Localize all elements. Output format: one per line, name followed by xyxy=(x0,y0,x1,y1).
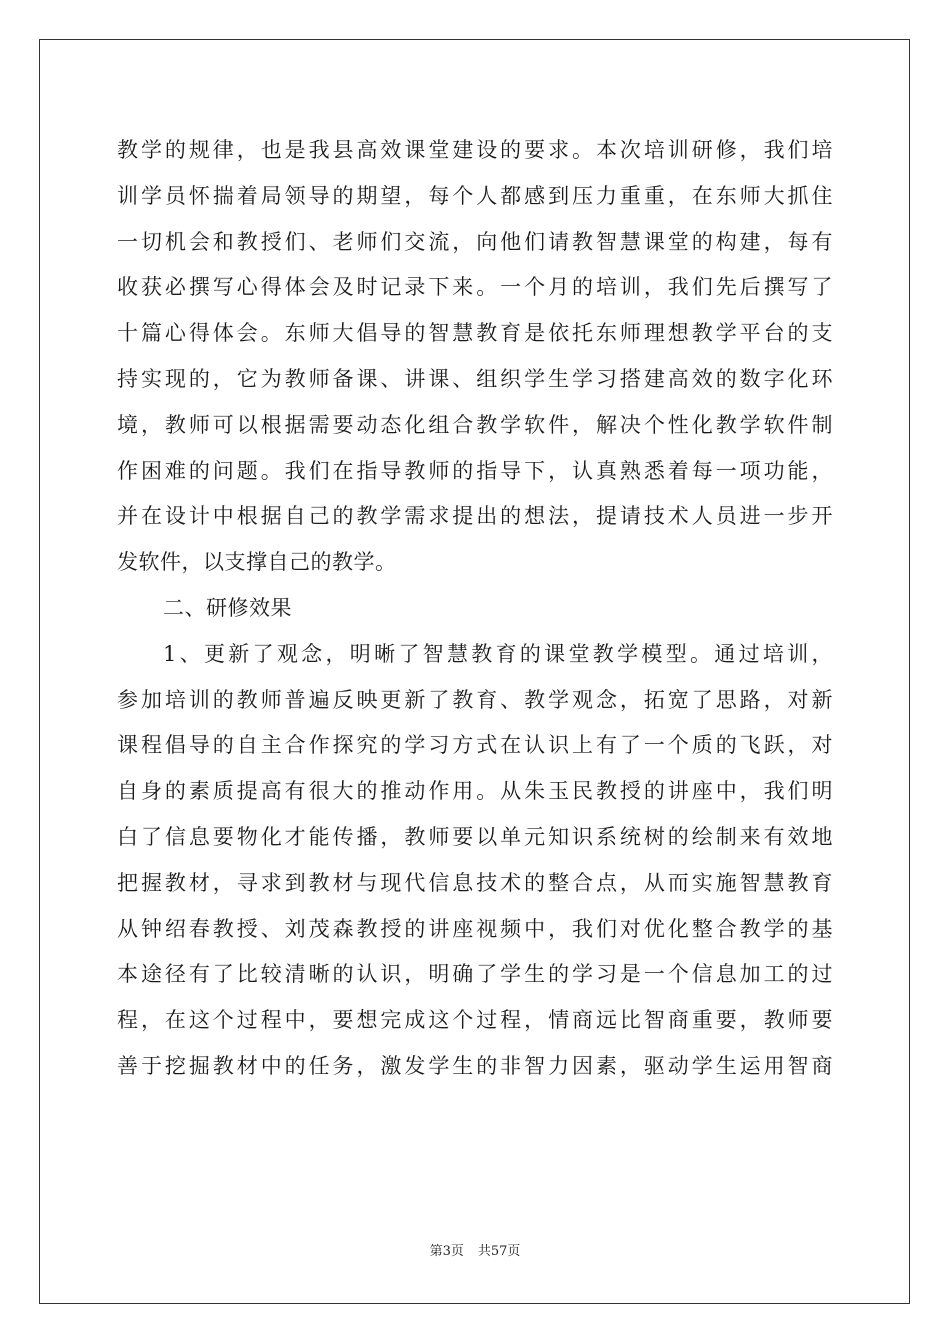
text-line: 从钟绍春教授、刘茂森教授的讲座视频中，我们对优化整合教学的基 xyxy=(117,916,833,941)
text-line: 一切机会和教授们、老师们交流，向他们请教智慧课堂的构建，每有 xyxy=(117,229,833,254)
text-line: 教学的规律，也是我县高效课堂建设的要求。本次培训研修，我们培 xyxy=(117,138,833,162)
page-total: 共57页 xyxy=(477,1244,521,1259)
text-line: 二、研修效果 xyxy=(163,595,292,620)
page-footer xyxy=(0,1240,950,1259)
text-line: 程，在这个过程中，要想完成这个过程，情商远比智商重要，教师要 xyxy=(117,1008,833,1033)
text-line: 白了信息要物化才能传播，教师要以单元知识系统树的绘制来有效地 xyxy=(117,824,833,849)
text-line: 训学员怀揣着局领导的期望，每个人都感到压力重重，在东师大抓住 xyxy=(117,183,833,208)
text-line: 收获必撰写心得体会及时记录下来。一个月的培训，我们先后撰写了 xyxy=(117,275,833,300)
text-line: 善于挖掘教材中的任务，激发学生的非智力因素，驱动学生运用智商 xyxy=(117,1053,833,1078)
text-line: 本途径有了比较清晰的认识，明确了学生的学习是一个信息加工的过 xyxy=(117,962,833,987)
text-line: 十篇心得体会。东师大倡导的智慧教育是依托东师理想教学平台的支 xyxy=(117,321,833,346)
text-line: 把握教材，寻求到教材与现代信息技术的整合点，从而实施智慧教育 xyxy=(117,870,833,895)
text-line: 自身的素质提高有很大的推动作用。从朱玉民教授的讲座中，我们明 xyxy=(117,779,833,804)
document-body xyxy=(117,128,833,1090)
text-line: 发软件，以支撑自己的教学。 xyxy=(117,550,397,575)
text-line: 作困难的问题。我们在指导教师的指导下，认真熟悉着每一项功能， xyxy=(117,458,833,483)
text-line: 境，教师可以根据需要动态化组合教学软件，解决个性化教学软件制 xyxy=(117,412,833,437)
text-line: 1、更新了观念，明晰了智慧教育的课堂教学模型。通过培训， xyxy=(163,641,833,666)
text-line: 持实现的，它为教师备课、讲课、组织学生学习搭建高效的数字化环 xyxy=(117,366,833,391)
text-line: 并在设计中根据自己的教学需求提出的想法，提请技术人员进一步开 xyxy=(117,504,833,529)
text-line: 参加培训的教师普遍反映更新了教育、教学观念，拓宽了思路，对新 xyxy=(117,687,833,712)
page-number: 第3页 xyxy=(429,1244,464,1259)
text-line: 课程倡导的自主合作探究的学习方式在认识上有了一个质的飞跃，对 xyxy=(117,733,833,758)
